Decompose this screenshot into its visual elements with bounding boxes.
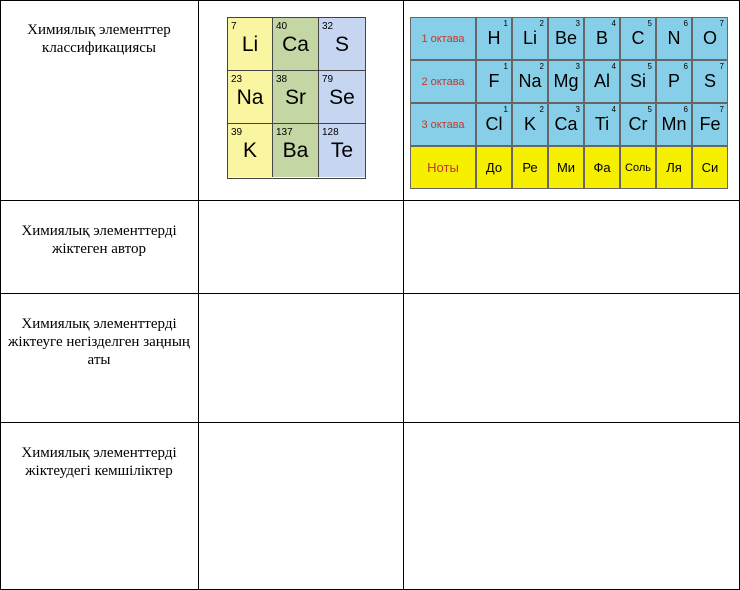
element-position: 7 [719,62,724,71]
note-cell: До [476,146,512,189]
octave-element-cell [692,17,728,60]
table-border [0,0,1,590]
atomic-mass: 32 [322,21,334,32]
element-symbol: K [523,114,536,134]
octave-element-cell [548,103,584,146]
triad-cell [228,71,273,124]
octave-element-cell [620,103,656,146]
triad-cell [228,18,273,71]
octave-element-cell [620,17,656,60]
octave-element-cell [692,60,728,103]
element-position: 6 [683,19,688,28]
row-label-shortcomings: Химиялық элементтерді жіктеудегі кемшіліктер [21,445,177,479]
element-symbol: Na [518,71,542,91]
note-cell: Си [692,146,728,189]
row-divider [0,200,740,201]
row-label-law: Химиялық элементтерді жіктеуге негізделген заңның аты [8,316,190,368]
octave-label: 3 октава [410,103,476,146]
element-position: 2 [539,105,544,114]
element-symbol: Te [330,139,354,162]
triad-cell [319,124,365,177]
element-symbol: Li [522,28,537,48]
element-symbol: Al [593,71,610,91]
octave-element-cell [692,103,728,146]
element-position: 3 [575,19,580,28]
element-position: 2 [539,19,544,28]
element-symbol: B [595,28,608,48]
octave-element-cell [656,60,692,103]
element-position: 7 [719,19,724,28]
element-position: 7 [719,105,724,114]
element-symbol: O [702,28,717,48]
table-border [0,0,740,1]
octave-element-cell [512,60,548,103]
row-label-classification: Химиялық элементтер классификациясы [27,22,171,56]
note-cell: Ля [656,146,692,189]
element-position: 1 [503,62,508,71]
octave-label: 1 октава [410,17,476,60]
element-position: 3 [575,105,580,114]
octave-element-cell [476,103,512,146]
element-position: 1 [503,105,508,114]
element-symbol: Ca [282,33,309,56]
element-symbol: Mn [661,114,687,134]
element-symbol: P [667,71,680,91]
atomic-mass: 39 [231,127,243,138]
element-symbol: K [242,139,257,162]
element-position: 6 [683,62,688,71]
octave-element-cell [584,103,620,146]
row-divider [0,293,740,294]
notes-label: Ноты [410,146,476,189]
dobereiner-triads-table [227,17,366,179]
atomic-mass: 7 [231,21,237,32]
element-symbol: N [667,28,681,48]
element-symbol: Mg [553,71,579,91]
element-symbol: Be [554,28,578,48]
element-symbol: H [487,28,501,48]
element-position: 4 [611,105,616,114]
element-symbol: Na [236,86,264,109]
element-position: 5 [647,105,652,114]
octave-element-cell [548,60,584,103]
atomic-mass: 79 [322,74,334,85]
element-symbol: F [488,71,500,91]
element-symbol: Si [629,71,646,91]
element-symbol: Cl [485,114,503,134]
element-symbol: Ca [554,114,578,134]
column-divider [403,0,404,590]
note-cell: Ре [512,146,548,189]
element-symbol: Fe [699,114,721,134]
atomic-mass: 128 [322,127,339,138]
element-symbol: Ti [594,114,610,134]
row-divider [0,422,740,423]
element-position: 3 [575,62,580,71]
element-position: 4 [611,62,616,71]
element-position: 5 [647,19,652,28]
note-cell: Фа [584,146,620,189]
octave-label: 2 октава [410,60,476,103]
element-symbol: S [703,71,716,91]
triad-cell [273,124,319,177]
octave-element-cell [548,17,584,60]
triad-cell [319,71,365,124]
octave-element-cell [476,17,512,60]
octave-element-cell [620,60,656,103]
newlands-octaves-table [410,17,728,187]
element-position: 1 [503,19,508,28]
row-label-author: Химиялық элементтерді жіктеген автор [21,223,177,257]
element-symbol: Cr [628,114,648,134]
atomic-mass: 137 [276,127,293,138]
octave-element-cell [656,17,692,60]
note-cell: Ми [548,146,584,189]
octave-element-cell [584,17,620,60]
octave-element-cell [584,60,620,103]
atomic-mass: 38 [276,74,288,85]
octave-element-cell [656,103,692,146]
element-position: 4 [611,19,616,28]
element-symbol: Ba [282,139,309,162]
column-divider [198,0,199,590]
element-position: 6 [683,105,688,114]
octave-element-cell [512,103,548,146]
element-symbol: Se [329,86,355,109]
triad-cell [273,71,319,124]
element-symbol: Li [241,33,259,56]
element-symbol: S [334,33,349,56]
note-cell: Соль [620,146,656,189]
octave-element-cell [512,17,548,60]
triad-cell [228,124,273,177]
octave-element-cell [476,60,512,103]
triad-cell [319,18,365,71]
triad-cell [273,18,319,71]
element-symbol: C [631,28,645,48]
element-symbol: Sr [285,86,306,109]
atomic-mass: 23 [231,74,243,85]
element-position: 2 [539,62,544,71]
atomic-mass: 40 [276,21,288,32]
element-position: 5 [647,62,652,71]
